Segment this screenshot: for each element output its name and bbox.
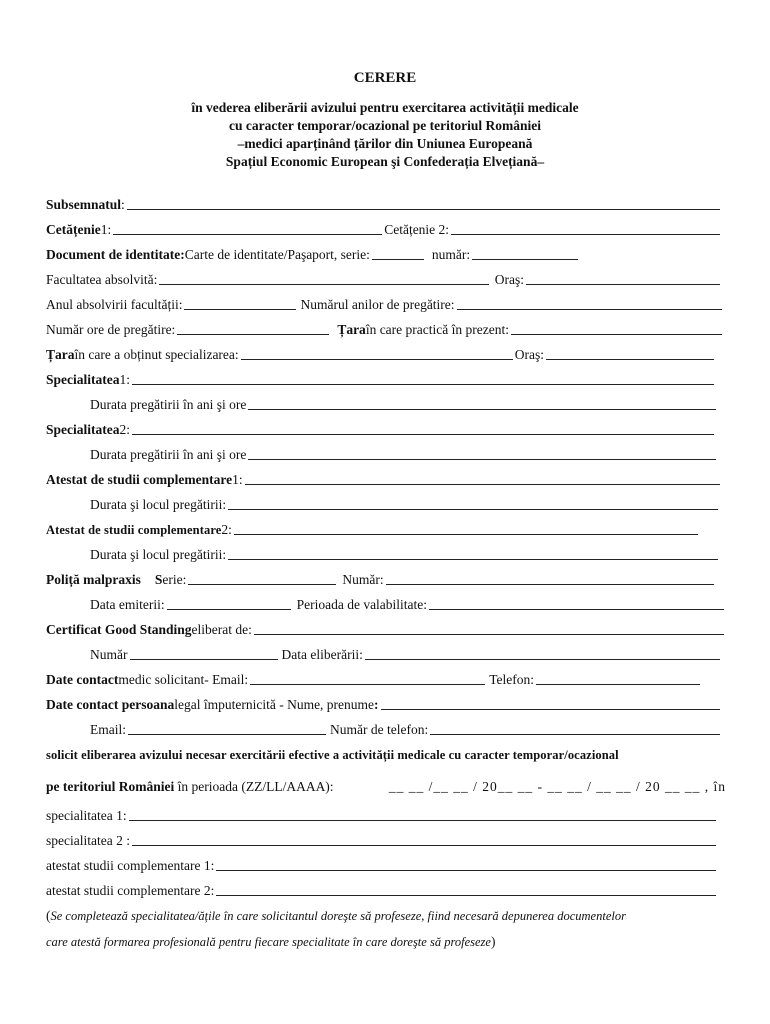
serie-field[interactable]: [372, 258, 424, 260]
cetatenie-1-field[interactable]: [113, 233, 382, 235]
label-specialitatea-2: Specialitatea: [46, 422, 120, 437]
label-document-rest: Carte de identitate/Paşaport, serie:: [184, 247, 370, 262]
tara-spec-field[interactable]: [241, 358, 513, 360]
row-data-emiterii: [90, 593, 726, 613]
durata-locul-2-field[interactable]: [228, 558, 718, 560]
row-specialitatea-1: [46, 368, 716, 388]
row-spec-b: [46, 829, 718, 849]
row-durata-locul-1: [90, 493, 720, 513]
facultatea-field[interactable]: [159, 283, 488, 285]
label-telefon: Telefon:: [489, 672, 534, 687]
anul-field[interactable]: [184, 308, 296, 310]
label-atestat-1: 1:: [232, 472, 243, 487]
label-atestat: Atestat de studii complementare: [46, 472, 233, 487]
subtitle-line-3: –medici aparținând țărilor din Uniunea Europeană: [237, 136, 533, 151]
label-atestat-2-suffix: 2:: [221, 522, 232, 537]
row-atestat-b: [46, 879, 718, 899]
row-numar-data-eliberarii: [90, 643, 722, 663]
label-spec-a: specialitatea 1:: [46, 808, 127, 823]
label-numar-telefon: Număr de telefon:: [330, 722, 429, 737]
label-tara: Țara: [337, 322, 366, 337]
telefon-persoana-field[interactable]: [430, 733, 720, 735]
label-atestat-2: Atestat de studii complementare: [46, 523, 222, 537]
label-email: Email:: [90, 722, 126, 737]
label-perioada-val: Perioada de valabilitate:: [296, 597, 428, 612]
row-tara-spec: [46, 343, 716, 363]
label-spec-b: specialitatea 2 :: [46, 833, 130, 848]
label-numar-ore: Număr ore de pregătire:: [46, 322, 176, 337]
label-date-contact-rest: medic solicitant- Email:: [118, 672, 249, 687]
paren-close: ): [490, 934, 496, 949]
label-data-emiterii: Data emiterii:: [90, 597, 165, 612]
label-data-eliberarii: Data eliberării:: [281, 647, 363, 662]
row-subsemnatul: [46, 193, 722, 213]
row-certificat: [46, 618, 726, 638]
label-pe-teritoriul: pe teritoriul României: [46, 779, 175, 794]
label-atestat-b: atestat studii complementare 2:: [46, 883, 215, 898]
durata-1-field[interactable]: [248, 408, 716, 410]
atestat-b-field[interactable]: [216, 894, 716, 896]
label-date-contact-pers-rest: legal împuternicită - Nume, prenume: [174, 697, 375, 712]
durata-2-field[interactable]: [248, 458, 716, 460]
cetatenie-2-field[interactable]: [451, 233, 720, 235]
email-persoana-field[interactable]: [128, 733, 326, 735]
label-polita: Poliță malpraxis: [46, 572, 141, 587]
numar-ore-field[interactable]: [177, 333, 329, 335]
label-document: Document de identitate:: [46, 247, 185, 262]
spec-a-field[interactable]: [129, 819, 716, 821]
email-medic-field[interactable]: [250, 683, 485, 685]
subsemnatul-field[interactable]: [127, 208, 720, 210]
oras-field[interactable]: [526, 283, 720, 285]
label-facultatea: Facultatea absolvită:: [46, 272, 158, 287]
subtitle-line-2: cu caracter temporar/ocazional pe teritoriul României: [228, 118, 542, 133]
durata-locul-1-field[interactable]: [228, 508, 718, 510]
row-durata-1: [90, 393, 718, 413]
data-eliberarii-field[interactable]: [365, 658, 720, 660]
label-cetatenie-1: 1:: [100, 222, 112, 237]
row-polita: [46, 568, 716, 588]
subtitle-line-4: Spațiul Economic European şi Confederația Elvețiană–: [225, 154, 545, 169]
atestat-1-field[interactable]: [245, 483, 720, 485]
perioada-format[interactable]: __ __ /__ __ / 20__ __ - __ __ / __ __ / 20 __ __ , în: [388, 779, 726, 794]
numar-field[interactable]: [472, 258, 578, 260]
row-solicit: [46, 743, 730, 763]
note-line-1: Se completează specialitatea/ățile în care solicitantul doreşte să profeseze, fiind necesară depunerea documentelor: [50, 909, 626, 923]
serie-polita-field[interactable]: [188, 583, 336, 585]
label-serie: erie:: [162, 572, 187, 587]
label-certificat-rest: eliberat de:: [191, 622, 252, 637]
row-date-contact-persoana: [46, 693, 722, 713]
label-numarul-anilor: Numărul anilor de pregătire:: [300, 297, 455, 312]
label-cetatenie-2: Cetățenie 2:: [384, 222, 450, 237]
tara-practica-field[interactable]: [511, 333, 722, 335]
label-anul: Anul absolvirii facultății:: [46, 297, 183, 312]
specialitatea-1-field[interactable]: [132, 383, 714, 385]
row-atestat-a: [46, 854, 718, 874]
label-oras: Oraş:: [494, 272, 524, 287]
spec-b-field[interactable]: [132, 844, 716, 846]
label-durata-locul-2: Durata şi locul pregătirii:: [90, 547, 227, 562]
row-note-2: [46, 930, 730, 950]
perioada-val-field[interactable]: [429, 608, 724, 610]
label-durata-locul: Durata şi locul pregătirii:: [90, 497, 227, 512]
label-specialitatea: Specialitatea: [46, 372, 120, 387]
label-durata-ani-2: Durata pregătirii în ani şi ore: [90, 447, 247, 462]
row-spec-a: [46, 804, 718, 824]
row-note-1: [46, 904, 730, 924]
label-cetatenie: Cetățenie: [46, 222, 101, 237]
atestat-2-field[interactable]: [234, 533, 698, 535]
label-tara-rest: în care practică în prezent:: [365, 322, 509, 337]
row-document: [46, 243, 722, 263]
specialitatea-2-field[interactable]: [132, 433, 714, 435]
label-numar: număr:: [431, 247, 471, 262]
row-date-contact: [46, 668, 702, 688]
row-durata-2: [90, 443, 718, 463]
label-spec-1: 1:: [119, 372, 131, 387]
label-tara-spec: Țara: [46, 347, 75, 362]
label-atestat-a: atestat studii complementare 1:: [46, 858, 215, 873]
label-perioada: în perioada (ZZ/LL/AAAA):: [174, 779, 334, 794]
row-atestat-1: [46, 468, 722, 488]
label-tara-spec-rest: în care a obținut specializarea:: [74, 347, 239, 362]
label-date-contact-pers: Date contact persoana: [46, 697, 175, 712]
row-perioada: [46, 775, 726, 795]
label-serie-s: S: [154, 572, 163, 587]
label-numar-3: Număr: [90, 647, 128, 662]
page-title: CERERE: [353, 70, 417, 86]
note-line-2: care atestă formarea profesională pentru fiecare specialitate în care doreşte să profeseze: [46, 935, 491, 949]
label-durata-ani: Durata pregătirii în ani şi ore: [90, 397, 247, 412]
numar-polita-field[interactable]: [386, 583, 714, 585]
data-emiterii-field[interactable]: [167, 608, 291, 610]
oras-2-field[interactable]: [546, 358, 714, 360]
label-oras-2: Oraş:: [514, 347, 544, 362]
row-numar-ore: [46, 318, 724, 338]
label-spec-2: 2:: [119, 422, 131, 437]
label-certificat: Certificat Good Standing: [46, 622, 192, 637]
row-cetatenie: [46, 218, 722, 238]
colon: :: [121, 197, 125, 212]
row-anul: [46, 293, 724, 313]
row-email-telefon: [90, 718, 722, 738]
row-durata-locul-2: [90, 543, 720, 563]
colon-2: :: [374, 697, 379, 712]
row-facultatea: [46, 268, 722, 288]
solicit-text: solicit eliberarea avizului necesar exercitării efective a activității medicale cu caracter temporar/ocazional: [46, 748, 619, 762]
paren-open: (: [46, 908, 51, 923]
telefon-medic-field[interactable]: [536, 683, 700, 685]
label-numar-2: Număr:: [342, 572, 384, 587]
numarul-anilor-field[interactable]: [457, 308, 722, 310]
subtitle-line-1: în vederea eliberării avizului pentru exercitarea activității medicale: [191, 100, 579, 115]
certificat-field[interactable]: [254, 633, 724, 635]
numar-certificat-field[interactable]: [130, 658, 278, 660]
label-subsemnatul: Subsemnatul: [46, 197, 122, 212]
nume-prenume-field[interactable]: [381, 708, 720, 710]
row-specialitatea-2: [46, 418, 716, 438]
label-date-contact: Date contact: [46, 672, 119, 687]
perioada-label-group: [46, 779, 334, 795]
row-atestat-2: [46, 518, 700, 538]
atestat-a-field[interactable]: [216, 869, 716, 871]
